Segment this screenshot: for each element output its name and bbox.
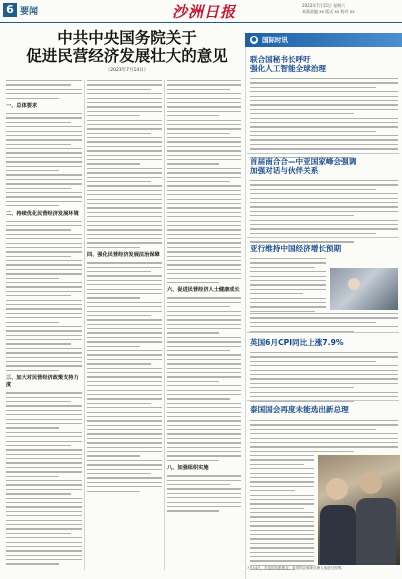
article-title: [16, 29, 238, 65]
news-divider: [247, 332, 399, 333]
headline-line: 亚行维持中国经济增长预期: [250, 244, 342, 253]
title-line-1: 中共中央国务院关于: [57, 29, 197, 47]
news-body-1: [250, 78, 398, 161]
photo-figure: [320, 505, 356, 565]
headline-line: 英国6月CPI同比上涨7.9%: [250, 338, 344, 347]
article-subhead: 一、总体要求: [6, 102, 38, 109]
photo-figure: [360, 472, 382, 494]
article-subhead: 四、强化民营经济发展法治保障: [87, 252, 160, 259]
headline-line: 强化人工智能全球治理: [250, 64, 326, 73]
news-body-2: [250, 180, 398, 246]
news-body-5b: [250, 455, 314, 574]
newspaper-logo: 沙洲日报: [172, 3, 237, 21]
headline-line: 首届南合合—中亚国家峰会强调: [250, 157, 357, 166]
banner-title: 国际时讯: [262, 36, 288, 44]
article-subhead: 三、加大对民营经济政策支持力度: [6, 375, 79, 389]
photo-caption: 7月14日，在泰国首都曼谷，泰国国会就新总理人选进行投票。: [247, 566, 345, 570]
article-subhead: 八、加强组织实施: [167, 465, 209, 472]
news-divider: [247, 237, 399, 238]
news-headline-5: [250, 405, 349, 414]
headline-line: 泰国国会再度未能选出新总理: [250, 405, 349, 414]
article-dateline: （2023年7月14日）: [105, 68, 149, 73]
section-name: 要闻: [20, 7, 39, 17]
article-column-2: [87, 80, 162, 495]
news-body-5: [250, 420, 398, 455]
news-photo: [330, 268, 398, 310]
article-column-3: [167, 80, 241, 515]
article-subhead: 二、持续优化民营经济发展环境: [6, 210, 79, 217]
title-line-2: 促进民营经济发展壮大的意见: [26, 47, 228, 65]
globe-icon: ●: [251, 36, 257, 43]
photo-figure: [326, 478, 348, 500]
photo-figure: [356, 498, 396, 565]
column-divider: [164, 80, 165, 570]
news-body-3: [250, 258, 326, 315]
news-headline-4: [250, 338, 343, 347]
news-divider: [247, 400, 399, 401]
article-column-1: [6, 80, 82, 568]
header-info: [302, 3, 398, 15]
article-subhead: 六、促进民营经济人士健康成长: [167, 287, 240, 294]
column-divider: [84, 80, 85, 570]
header-credits: 本版责编 xx 版式 xx 校对 xx: [302, 9, 355, 14]
header-date: 2023年7月15日 星期六: [302, 3, 346, 8]
headline-line: 加强对话与伙伴关系: [250, 166, 319, 175]
news-body-4: [250, 352, 398, 405]
news-headline-1: [250, 55, 326, 73]
news-headline-3: [250, 244, 341, 253]
headline-line: 联合国秘书长呼吁: [250, 55, 311, 64]
news-divider: [247, 153, 399, 154]
news-headline-2: [250, 157, 356, 175]
page-number: 6: [3, 3, 17, 17]
page-header: [0, 0, 402, 23]
